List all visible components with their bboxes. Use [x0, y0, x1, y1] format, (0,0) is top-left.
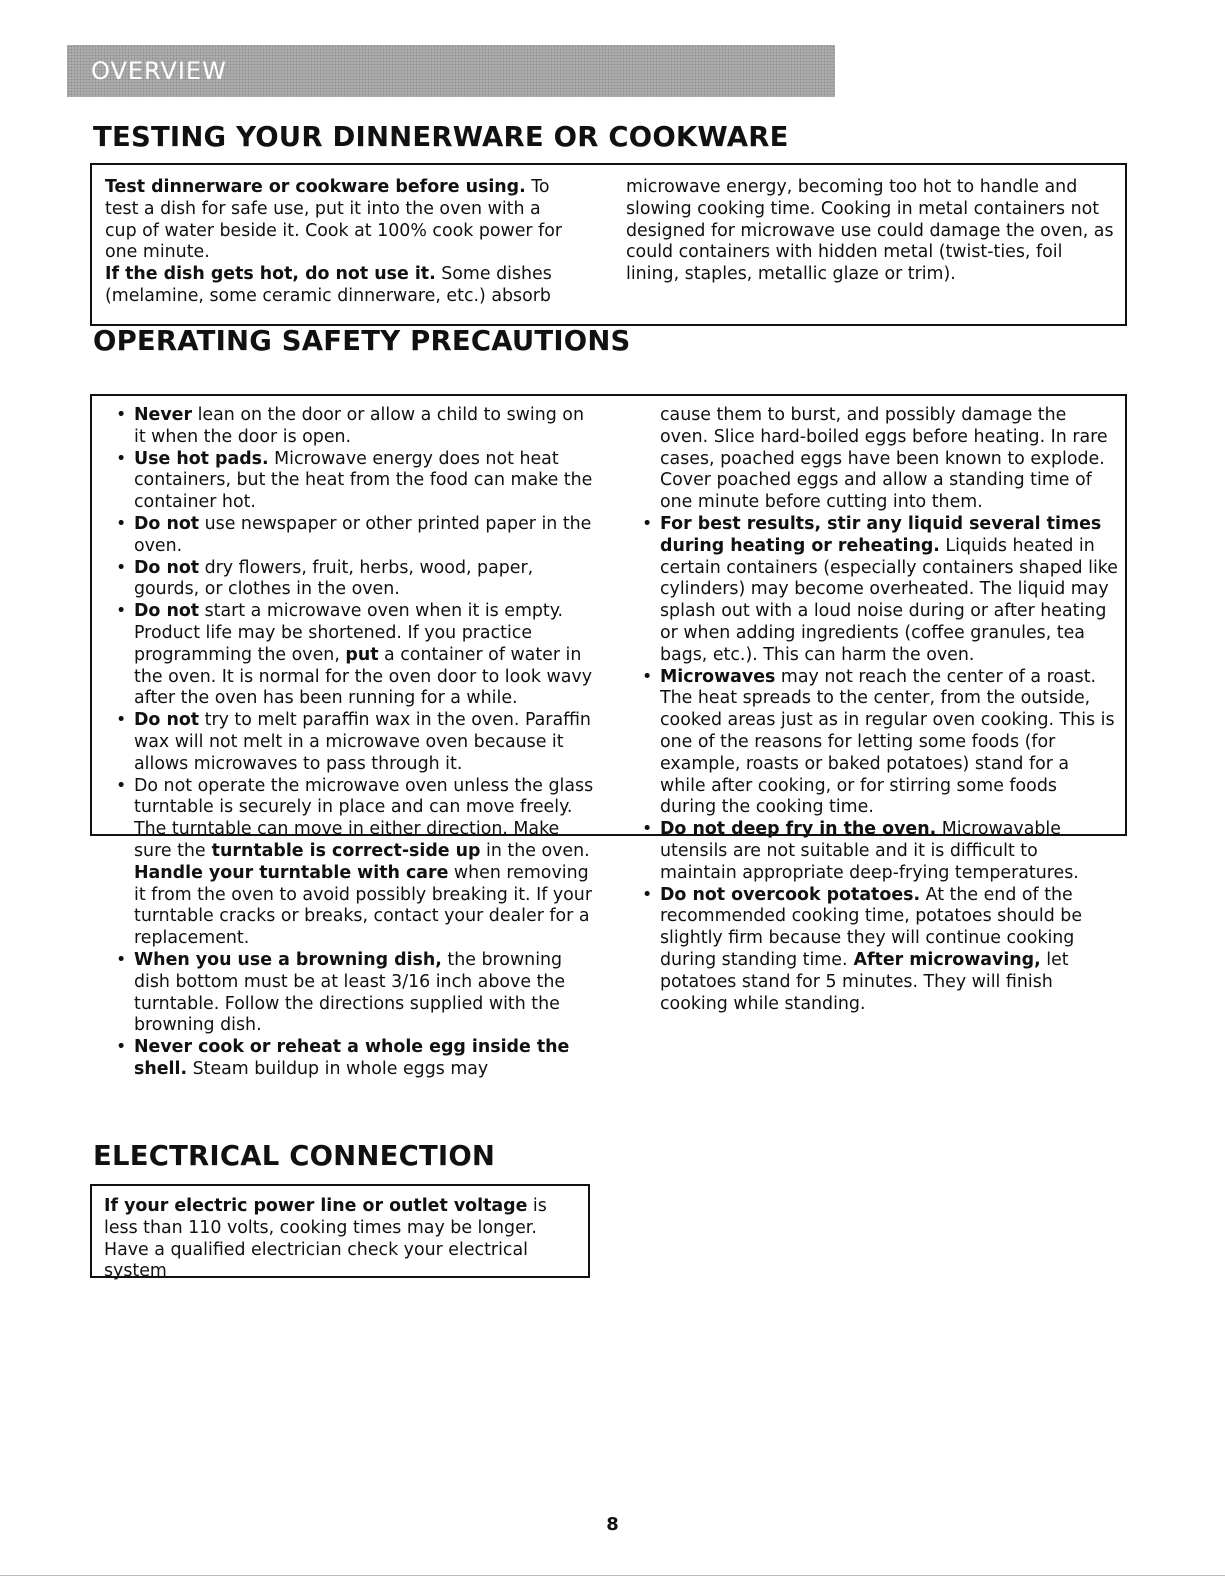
testing-left-column — [105, 177, 575, 308]
precaution-item: • Do not use newspaper or other printed paper in the oven. — [112, 514, 597, 558]
footer-divider — [0, 1575, 1225, 1576]
precaution-item: • Microwaves may not reach the center of a roast. The heat spreads to the center, from the outside, cooked areas just as in regular oven cooking. This is one of the reasons for letting some foods (for example, roasts or baked potatoes) stand for a while after cooking, or for stirring some foods during the cooking time. — [638, 667, 1118, 820]
precaution-item: • When you use a browning dish, the browning dish bottom must be at least 3/16 inch above the turntable. Follow the directions supplied with the browning dish. — [112, 950, 597, 1037]
precaution-item: • Do not start a microwave oven when it is empty. Product life may be shortened. If you practice programming the oven, put a container of water in the oven. It is normal for the oven door to look wavy after the oven has been running for a while. — [112, 601, 597, 710]
precaution-item: • Never cook or reheat a whole egg inside the shell. Steam buildup in whole eggs may — [112, 1037, 597, 1081]
precaution-item: • Do not deep fry in the oven. Microwavable utensils are not suitable and it is difficult to maintain appropriate deep-frying temperatures. — [638, 819, 1118, 884]
precaution-item: • For best results, stir any liquid several times during heating or reheating. Liquids heated in certain containers (especially containers shaped like cylinders) may become overheated. The liquid may splash out with a loud noise during or after heating or when adding ingredients (coffee granules, tea bags, etc.). This can harm the oven. — [638, 514, 1118, 667]
precaution-item: • Do not try to melt paraffin wax in the oven. Paraffin wax will not melt in a microwave oven because it allows microwaves to pass through it. — [112, 710, 597, 775]
precautions-right-column — [638, 405, 1118, 1015]
overview-banner — [67, 45, 835, 97]
precaution-item: • Use hot pads. Microwave energy does not heat containers, but the heat from the food can make the container hot. — [112, 449, 597, 514]
precautions-heading: OPERATING SAFETY PRECAUTIONS — [93, 325, 631, 357]
page-number: 8 — [606, 1514, 619, 1535]
electrical-column — [104, 1196, 584, 1283]
precaution-item: • Do not overcook potatoes. At the end of the recommended cooking time, potatoes should be slightly firm because they will continue cooking during standing time. After microwaving, let potatoes stand for 5 minutes. They will finish cooking while standing. — [638, 885, 1118, 1016]
precautions-left-column — [112, 405, 597, 1081]
precaution-item: • Never lean on the door or allow a child to swing on it when the door is open. — [112, 405, 597, 449]
electrical-heading: ELECTRICAL CONNECTION — [93, 1140, 496, 1172]
testing-paragraph-2: If the dish gets hot, do not use it. Some dishes (melamine, some ceramic dinnerware, etc.) absorb — [105, 264, 552, 306]
banner-label: OVERVIEW — [91, 57, 227, 85]
testing-heading: TESTING YOUR DINNERWARE OR COOKWARE — [93, 121, 789, 153]
precaution-continuation: cause them to burst, and possibly damage the oven. Slice hard-boiled eggs before heating. In rare cases, poached eggs have been known to explode. Cover poached eggs and allow a standing time of one minute before cutting into them. — [660, 405, 1108, 513]
electrical-paragraph: If your electric power line or outlet voltage is less than 110 volts, cooking times may be longer. Have a qualified electrician check your electrical system — [104, 1196, 547, 1282]
testing-paragraph-1: Test dinnerware or cookware before using. To test a dish for safe use, put it into the oven with a cup of water beside it. Cook at 100% cook power for one minute. — [105, 177, 563, 263]
testing-right-column — [626, 177, 1116, 286]
precaution-item: • Do not operate the microwave oven unless the glass turntable is securely in place and can move freely. The turntable can move in either direction. Make sure the turntable is correct-side up in the oven. Handle your turntable with care when removing it from the oven to avoid possibly breaking it. If your turntable cracks or breaks, contact your dealer for a replacement. — [112, 776, 597, 950]
testing-paragraph-3: microwave energy, becoming too hot to handle and slowing cooking time. Cooking in metal containers not designed for microwave use could damage the oven, as could containers with hidden metal (twist-ties, foil lining, staples, metallic glaze or trim). — [626, 177, 1114, 285]
precaution-item: • Do not dry flowers, fruit, herbs, wood, paper, gourds, or clothes in the oven. — [112, 558, 597, 602]
